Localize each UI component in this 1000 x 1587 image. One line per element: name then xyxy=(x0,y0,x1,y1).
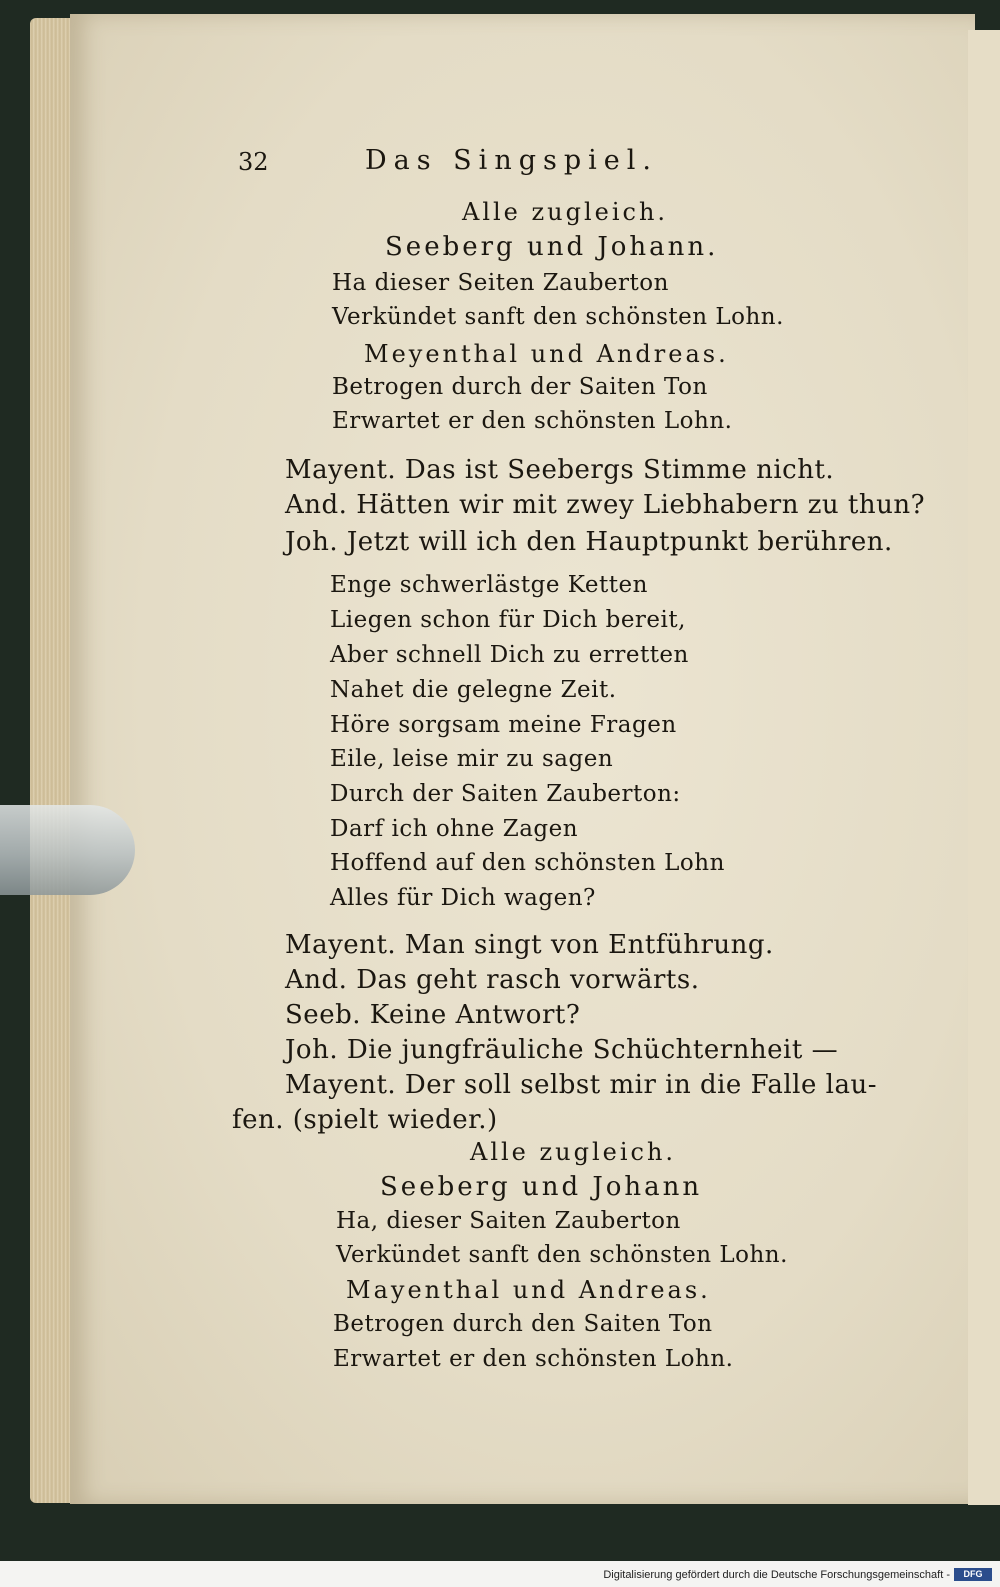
speaker-heading: Seeberg und Johann xyxy=(380,1172,703,1202)
verse-line: Enge schwerlästge Ketten xyxy=(330,572,648,598)
dialogue-line: Mayent. Man singt von Entführung. xyxy=(285,930,774,960)
page-clip xyxy=(0,805,135,895)
speaker-heading: Meyenthal und Andreas. xyxy=(364,340,729,368)
verse-line: Betrogen durch der Saiten Ton xyxy=(332,374,708,400)
page-number: 32 xyxy=(238,148,269,176)
speaker-heading: Alle zugleich. xyxy=(470,1138,677,1166)
next-page-edge xyxy=(968,30,1000,1505)
verse-line: Liegen schon für Dich bereit, xyxy=(330,607,686,633)
dialogue-line: fen. (spielt wieder.) xyxy=(232,1105,498,1135)
dialogue-line: And. Das geht rasch vorwärts. xyxy=(285,965,700,995)
verse-line: Alles für Dich wagen? xyxy=(330,885,596,911)
dialogue-line: Joh. Jetzt will ich den Hauptpunkt berühren. xyxy=(285,527,893,557)
verse-line: Verkündet sanft den schönsten Lohn. xyxy=(336,1242,788,1268)
verse-line: Darf ich ohne Zagen xyxy=(330,816,579,842)
speaker-heading: Alle zugleich. xyxy=(462,198,669,226)
dialogue-line: Mayent. Der soll selbst mir in die Falle lau- xyxy=(285,1070,877,1100)
verse-line: Durch der Saiten Zauberton: xyxy=(330,781,681,807)
verse-line: Nahet die gelegne Zeit. xyxy=(330,677,617,703)
dialogue-line: Mayent. Das ist Seebergs Stimme nicht. xyxy=(285,455,835,485)
verse-line: Hoffend auf den schönsten Lohn xyxy=(330,850,725,876)
verse-line: Ha dieser Seiten Zauberton xyxy=(332,270,669,296)
dialogue-line: Seeb. Keine Antwort? xyxy=(285,1000,581,1030)
verse-line: Betrogen durch den Saiten Ton xyxy=(333,1311,713,1337)
dfg-logo: DFG xyxy=(954,1568,992,1581)
dialogue-line: And. Hätten wir mit zwey Liebhabern zu thun? xyxy=(285,490,926,520)
footer-credit: Digitalisierung gefördert durch die Deutsche Forschungsgemeinschaft - xyxy=(603,1569,950,1581)
running-head: Das Singspiel. xyxy=(365,145,658,176)
verse-line: Aber schnell Dich zu erretten xyxy=(330,642,689,668)
verse-line: Eile, leise mir zu sagen xyxy=(330,746,614,772)
speaker-heading: Mayenthal und Andreas. xyxy=(346,1276,711,1304)
verse-line: Verkündet sanft den schönsten Lohn. xyxy=(332,304,784,330)
verse-line: Höre sorgsam meine Fragen xyxy=(330,712,677,738)
verse-line: Ha, dieser Saiten Zauberton xyxy=(336,1208,681,1234)
verse-line: Erwartet er den schönsten Lohn. xyxy=(333,1346,734,1372)
speaker-heading: Seeberg und Johann. xyxy=(385,232,719,262)
dialogue-line: Joh. Die jungfräuliche Schüchternheit — xyxy=(285,1035,839,1065)
verse-line: Erwartet er den schönsten Lohn. xyxy=(332,408,733,434)
